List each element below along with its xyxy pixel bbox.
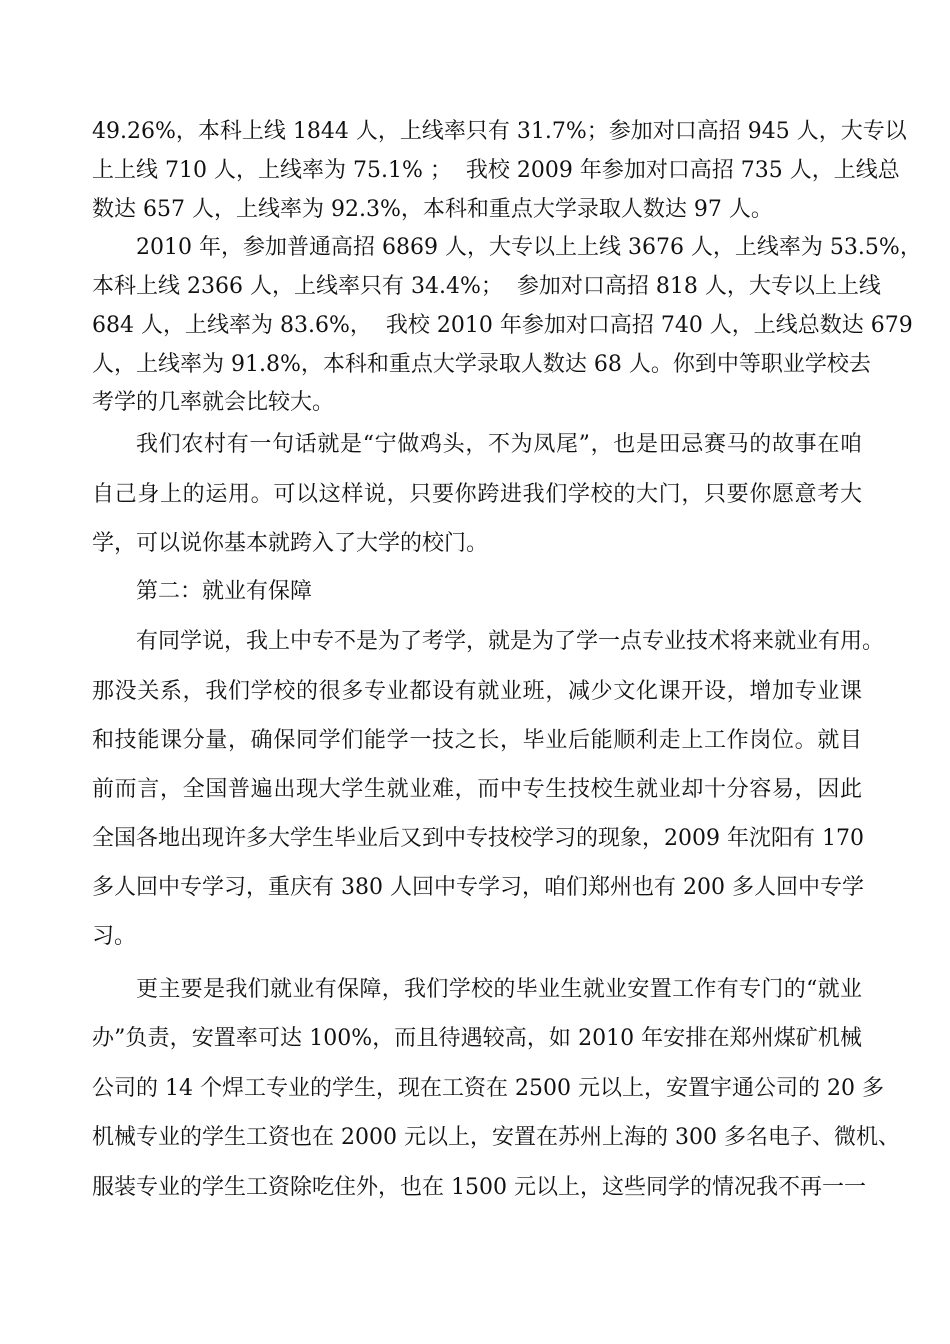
section-heading: 第二：就业有保障 bbox=[136, 579, 313, 604]
text-line: 全国各地出现许多大学生毕业后又到中专技校学习的现象，2009 年沈阳有 170 bbox=[92, 826, 864, 851]
text-line: 49.26%，本科上线 1844 人，上线率只有 31.7%；参加对口高招 945 人，大专以 bbox=[92, 119, 907, 144]
text-line: 和技能课分量，确保同学们能学一技之长，毕业后能顺利走上工作岗位。就目 bbox=[92, 728, 862, 753]
text-line: 那没关系，我们学校的很多专业都设有就业班，减少文化课开设，增加专业课 bbox=[92, 679, 862, 704]
text-line: 数达 657 人，上线率为 92.3%，本科和重点大学录取人数达 97 人。 bbox=[92, 197, 773, 222]
text-line: 上上线 710 人，上线率为 75.1% ； 我校 2009 年参加对口高招 735 人，上线总 bbox=[92, 158, 900, 183]
text-line: 2010 年，参加普通高招 6869 人，大专以上上线 3676 人，上线率为 53.5%， bbox=[136, 235, 922, 260]
text-line: 多人回中专学习，重庆有 380 人回中专学习，咱们郑州也有 200 多人回中专学 bbox=[92, 875, 864, 900]
text-line: 办”负责，安置率可达 100%，而且待遇较高，如 2010 年安排在郑州煤矿机械 bbox=[92, 1026, 862, 1051]
text-line: 更主要是我们就业有保障，我们学校的毕业生就业安置工作有专门的“就业 bbox=[136, 977, 862, 1002]
text-line: 684 人，上线率为 83.6%， 我校 2010 年参加对口高招 740 人，上线总数达 679 bbox=[92, 313, 913, 338]
text-line: 自己身上的运用。可以这样说，只要你跨进我们学校的大门，只要你愿意考大 bbox=[92, 482, 862, 507]
text-line: 习。 bbox=[92, 924, 137, 949]
text-line: 服装专业的学生工资除吃住外，也在 1500 元以上，这些同学的情况我不再一一 bbox=[92, 1175, 866, 1200]
text-line: 机械专业的学生工资也在 2000 元以上，安置在苏州上海的 300 多名电子、微机、 bbox=[92, 1125, 900, 1150]
text-line: 人，上线率为 91.8%，本科和重点大学录取人数达 68 人。你到中等职业学校去 bbox=[92, 352, 871, 377]
text-line: 考学的几率就会比较大。 bbox=[92, 390, 335, 415]
text-line: 我们农村有一句话就是“宁做鸡头，不为凤尾”，也是田忌赛马的故事在咱 bbox=[136, 432, 862, 457]
text-line: 本科上线 2366 人，上线率只有 34.4%； 参加对口高招 818 人，大专以上上线 bbox=[92, 274, 881, 299]
text-line: 学，可以说你基本就跨入了大学的校门。 bbox=[92, 531, 489, 556]
text-line: 有同学说，我上中专不是为了考学，就是为了学一点专业技术将来就业有用。 bbox=[136, 629, 885, 654]
text-line: 公司的 14 个焊工专业的学生，现在工资在 2500 元以上，安置宇通公司的 20 多 bbox=[92, 1076, 884, 1101]
text-line: 前而言，全国普遍出现大学生就业难，而中专生技校生就业却十分容易，因此 bbox=[92, 777, 862, 802]
